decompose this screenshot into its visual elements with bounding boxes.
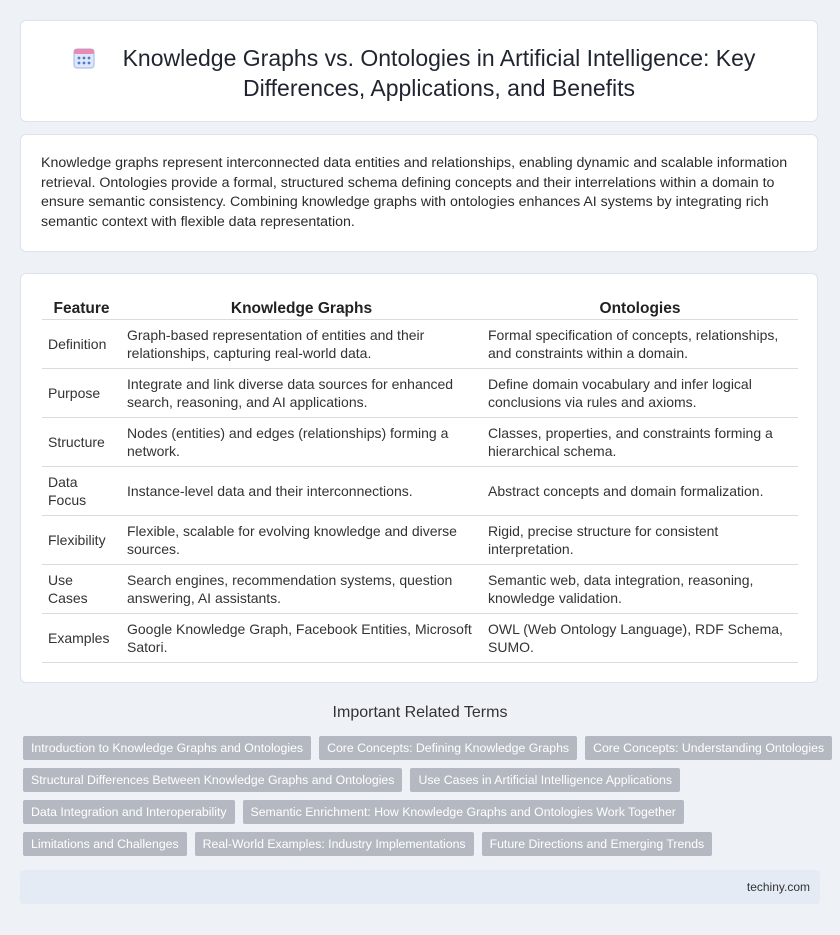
table-row (42, 614, 798, 663)
feature-cell: Data Focus (42, 467, 121, 516)
feature-cell: Use Cases (42, 565, 121, 614)
ontology-cell: Rigid, precise structure for consistent interpretation. (482, 516, 798, 565)
related-term-tag[interactable]: Limitations and Challenges (23, 832, 187, 856)
header-ontologies: Ontologies (482, 298, 798, 320)
feature-cell: Examples (42, 614, 121, 663)
tag-row (23, 832, 823, 856)
comparison-card (20, 273, 818, 683)
related-term-tag[interactable]: Semantic Enrichment: How Knowledge Graphs and Ontologies Work Together (243, 800, 684, 824)
header-feature: Feature (42, 298, 121, 320)
table-row (42, 418, 798, 467)
intro-paragraph: Knowledge graphs represent interconnected data entities and relationships, enabling dynamic and scalable information retrieval. Ontologies provide a formal, structured schema defining concepts and their interrelations within a domain to ensure semantic consistency. Combining knowledge graphs with ontologies enhances AI systems by integrating rich semantic context with flexible data representation. (41, 155, 788, 230)
related-term-tag[interactable]: Real-World Examples: Industry Implementations (195, 832, 474, 856)
knowledge-graph-cell: Nodes (entities) and edges (relationships) forming a network. (121, 418, 482, 467)
ontology-cell: Define domain vocabulary and infer logical conclusions via rules and axioms. (482, 369, 798, 418)
knowledge-graph-cell: Google Knowledge Graph, Facebook Entities, Microsoft Satori. (121, 614, 482, 663)
related-terms-list (23, 736, 823, 864)
related-term-tag[interactable]: Introduction to Knowledge Graphs and Ontologies (23, 736, 311, 760)
footer-brand[interactable]: techiny.com (746, 880, 810, 894)
ontology-cell: Abstract concepts and domain formalization. (482, 467, 798, 516)
feature-cell: Purpose (42, 369, 121, 418)
table-row (42, 467, 798, 516)
page-title: Knowledge Graphs vs. Ontologies in Artificial Intelligence: Key Differences, Applications, and Benefits (122, 45, 756, 101)
table-row (42, 565, 798, 614)
tag-row (23, 800, 823, 824)
header-knowledge-graphs: Knowledge Graphs (121, 298, 482, 320)
tag-row (23, 768, 823, 792)
ontology-cell: OWL (Web Ontology Language), RDF Schema, SUMO. (482, 614, 798, 663)
related-term-tag[interactable]: Future Directions and Emerging Trends (482, 832, 713, 856)
ontology-cell: Formal specification of concepts, relationships, and constraints within a domain. (482, 320, 798, 369)
ontology-cell: Classes, properties, and constraints forming a hierarchical schema. (482, 418, 798, 467)
feature-cell: Flexibility (42, 516, 121, 565)
table-row (42, 320, 798, 369)
ontology-cell: Semantic web, data integration, reasoning, knowledge validation. (482, 565, 798, 614)
knowledge-graph-cell: Search engines, recommendation systems, question answering, AI assistants. (121, 565, 482, 614)
comparison-table (42, 298, 798, 663)
related-terms-title: Important Related Terms (332, 704, 508, 721)
related-term-tag[interactable]: Structural Differences Between Knowledge Graphs and Ontologies (23, 768, 402, 792)
feature-cell: Structure (42, 418, 121, 467)
title-card (20, 20, 818, 122)
table-header-row (42, 298, 798, 320)
table-row (42, 516, 798, 565)
table-row (42, 369, 798, 418)
related-term-tag[interactable]: Use Cases in Artificial Intelligence Applications (410, 768, 680, 792)
intro-card (20, 134, 818, 252)
feature-cell: Definition (42, 320, 121, 369)
tag-row (23, 736, 823, 760)
knowledge-graph-cell: Flexible, scalable for evolving knowledge and diverse sources. (121, 516, 482, 565)
related-term-tag[interactable]: Core Concepts: Understanding Ontologies (585, 736, 832, 760)
knowledge-graph-cell: Graph-based representation of entities and their relationships, capturing real-world data. (121, 320, 482, 369)
knowledge-graph-cell: Integrate and link diverse data sources for enhanced search, reasoning, and AI applications. (121, 369, 482, 418)
related-term-tag[interactable]: Data Integration and Interoperability (23, 800, 235, 824)
knowledge-graph-cell: Instance-level data and their interconnections. (121, 467, 482, 516)
related-term-tag[interactable]: Core Concepts: Defining Knowledge Graphs (319, 736, 577, 760)
footer (20, 870, 820, 904)
